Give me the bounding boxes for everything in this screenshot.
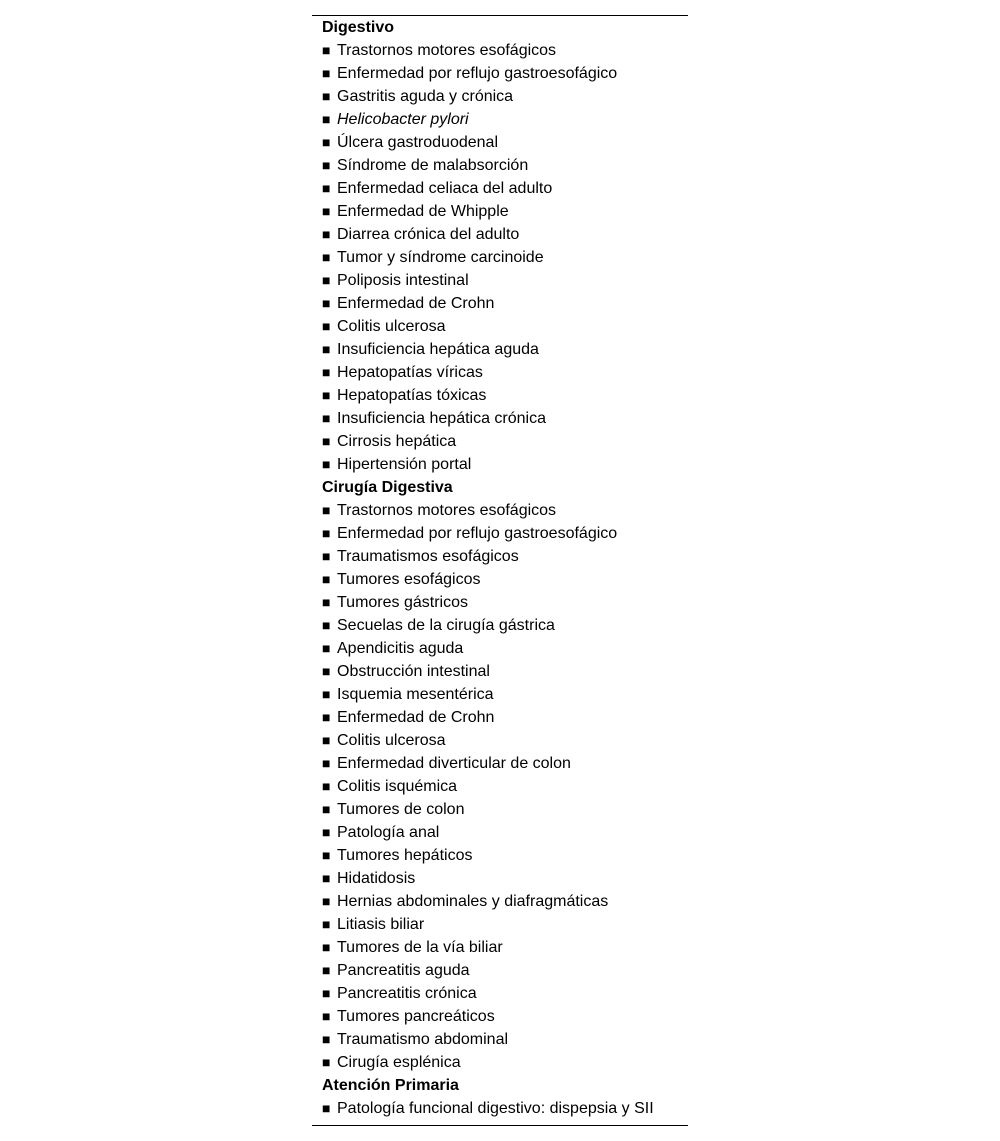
section-title: Digestivo bbox=[322, 19, 395, 36]
list-item bbox=[322, 660, 688, 683]
list-item bbox=[322, 1097, 688, 1120]
square-bullet-icon: ■ bbox=[322, 962, 331, 978]
list-item bbox=[322, 591, 688, 614]
list-item-label: Isquemia mesentérica bbox=[337, 686, 494, 703]
square-bullet-icon: ■ bbox=[322, 686, 331, 702]
list-item-label: Enfermedad por reflujo gastroesofágico bbox=[337, 65, 618, 82]
list-item-label: Patología anal bbox=[337, 824, 440, 841]
list-item bbox=[322, 522, 688, 545]
square-bullet-icon: ■ bbox=[322, 1054, 331, 1070]
square-bullet-icon: ■ bbox=[322, 134, 331, 150]
square-bullet-icon: ■ bbox=[322, 755, 331, 771]
list-item bbox=[322, 131, 688, 154]
list-item-label: Patología funcional digestivo: dispepsia y SII bbox=[337, 1100, 654, 1117]
square-bullet-icon: ■ bbox=[322, 1100, 331, 1116]
list-item bbox=[322, 292, 688, 315]
list-item-label: Pancreatitis crónica bbox=[337, 985, 477, 1002]
list-item bbox=[322, 1028, 688, 1051]
square-bullet-icon: ■ bbox=[322, 778, 331, 794]
list-item-label: Tumores gástricos bbox=[337, 594, 468, 611]
square-bullet-icon: ■ bbox=[322, 939, 331, 955]
list-item-label: Obstrucción intestinal bbox=[337, 663, 490, 680]
list-item-label: Hidatidosis bbox=[337, 870, 416, 887]
square-bullet-icon: ■ bbox=[322, 916, 331, 932]
list-item bbox=[322, 200, 688, 223]
square-bullet-icon: ■ bbox=[322, 387, 331, 403]
list-item-label: Litiasis biliar bbox=[337, 916, 425, 933]
list-item bbox=[322, 499, 688, 522]
square-bullet-icon: ■ bbox=[322, 663, 331, 679]
square-bullet-icon: ■ bbox=[322, 272, 331, 288]
list-item bbox=[322, 1005, 688, 1028]
list-item-label: Tumor y síndrome carcinoide bbox=[337, 249, 544, 266]
list-item-label: Tumores pancreáticos bbox=[337, 1008, 495, 1025]
square-bullet-icon: ■ bbox=[322, 42, 331, 58]
list-item bbox=[322, 913, 688, 936]
square-bullet-icon: ■ bbox=[322, 226, 331, 242]
square-bullet-icon: ■ bbox=[322, 203, 331, 219]
square-bullet-icon: ■ bbox=[322, 88, 331, 104]
square-bullet-icon: ■ bbox=[322, 65, 331, 81]
list-item-label: Enfermedad por reflujo gastroesofágico bbox=[337, 525, 618, 542]
list-item bbox=[322, 39, 688, 62]
list-item bbox=[322, 154, 688, 177]
square-bullet-icon: ■ bbox=[322, 870, 331, 886]
list-item-label: Síndrome de malabsorción bbox=[337, 157, 529, 174]
list-item-label: Insuficiencia hepática aguda bbox=[337, 341, 539, 358]
list-item-label: Apendicitis aguda bbox=[337, 640, 464, 657]
square-bullet-icon: ■ bbox=[322, 456, 331, 472]
square-bullet-icon: ■ bbox=[322, 525, 331, 541]
list-item bbox=[322, 844, 688, 867]
list-item-label: Poliposis intestinal bbox=[337, 272, 469, 289]
square-bullet-icon: ■ bbox=[322, 1008, 331, 1024]
section-title: Cirugía Digestiva bbox=[322, 479, 453, 496]
list-item-label: Trastornos motores esofágicos bbox=[337, 42, 557, 59]
list-item bbox=[322, 1051, 688, 1074]
list-item bbox=[322, 269, 688, 292]
list-item-label: Hernias abdominales y diafragmáticas bbox=[337, 893, 609, 910]
list-item bbox=[322, 729, 688, 752]
list-item-label: Colitis isquémica bbox=[337, 778, 458, 795]
square-bullet-icon: ■ bbox=[322, 709, 331, 725]
square-bullet-icon: ■ bbox=[322, 180, 331, 196]
square-bullet-icon: ■ bbox=[322, 111, 331, 127]
list-item-label: Enfermedad de Crohn bbox=[337, 295, 495, 312]
list-item-label: Pancreatitis aguda bbox=[337, 962, 470, 979]
square-bullet-icon: ■ bbox=[322, 548, 331, 564]
list-item-label: Diarrea crónica del adulto bbox=[337, 226, 520, 243]
list-item bbox=[322, 936, 688, 959]
list-item bbox=[322, 108, 688, 131]
square-bullet-icon: ■ bbox=[322, 157, 331, 173]
list-item bbox=[322, 821, 688, 844]
list-item-label: Colitis ulcerosa bbox=[337, 318, 446, 335]
list-item bbox=[322, 223, 688, 246]
square-bullet-icon: ■ bbox=[322, 433, 331, 449]
list-item bbox=[322, 361, 688, 384]
list-item-label: Enfermedad de Crohn bbox=[337, 709, 495, 726]
list-item bbox=[322, 315, 688, 338]
list-item bbox=[322, 798, 688, 821]
square-bullet-icon: ■ bbox=[322, 824, 331, 840]
list-item-label: Cirugía esplénica bbox=[337, 1054, 461, 1071]
list-item-label: Tumores esofágicos bbox=[337, 571, 481, 588]
list-item bbox=[322, 568, 688, 591]
list-item bbox=[322, 752, 688, 775]
list-item-label: Úlcera gastroduodenal bbox=[337, 134, 498, 151]
list-item bbox=[322, 453, 688, 476]
list-item-label: Enfermedad celiaca del adulto bbox=[337, 180, 553, 197]
square-bullet-icon: ■ bbox=[322, 801, 331, 817]
square-bullet-icon: ■ bbox=[322, 502, 331, 518]
square-bullet-icon: ■ bbox=[322, 617, 331, 633]
list-item-label: Traumatismo abdominal bbox=[337, 1031, 509, 1048]
list-item bbox=[322, 246, 688, 269]
list-item bbox=[322, 637, 688, 660]
list-item bbox=[322, 683, 688, 706]
square-bullet-icon: ■ bbox=[322, 985, 331, 1001]
list-item bbox=[322, 959, 688, 982]
square-bullet-icon: ■ bbox=[322, 295, 331, 311]
list-item-label: Hepatopatías tóxicas bbox=[337, 387, 487, 404]
list-item bbox=[322, 407, 688, 430]
list-item-label: Colitis ulcerosa bbox=[337, 732, 446, 749]
list-item-label: Enfermedad de Whipple bbox=[337, 203, 509, 220]
list-item bbox=[322, 614, 688, 637]
list-item bbox=[322, 85, 688, 108]
list-item bbox=[322, 338, 688, 361]
list-item-label: Enfermedad diverticular de colon bbox=[337, 755, 571, 772]
list-item bbox=[322, 867, 688, 890]
list-item bbox=[322, 706, 688, 729]
square-bullet-icon: ■ bbox=[322, 1031, 331, 1047]
square-bullet-icon: ■ bbox=[322, 732, 331, 748]
list-item bbox=[322, 430, 688, 453]
square-bullet-icon: ■ bbox=[322, 249, 331, 265]
list-item-label: Traumatismos esofágicos bbox=[337, 548, 519, 565]
square-bullet-icon: ■ bbox=[322, 318, 331, 334]
section-title: Atención Primaria bbox=[322, 1077, 459, 1094]
list-item bbox=[322, 775, 688, 798]
list-item bbox=[322, 177, 688, 200]
list-item-label: Hepatopatías víricas bbox=[337, 364, 483, 381]
square-bullet-icon: ■ bbox=[322, 364, 331, 380]
list-item-label: Helicobacter pylori bbox=[337, 111, 469, 128]
topics-table bbox=[312, 15, 688, 1126]
list-item bbox=[322, 890, 688, 913]
list-item bbox=[322, 545, 688, 568]
list-item bbox=[322, 62, 688, 85]
list-item bbox=[322, 982, 688, 1005]
square-bullet-icon: ■ bbox=[322, 594, 331, 610]
square-bullet-icon: ■ bbox=[322, 847, 331, 863]
list-item-label: Hipertensión portal bbox=[337, 456, 472, 473]
list-item-label: Insuficiencia hepática crónica bbox=[337, 410, 547, 427]
list-item-label: Gastritis aguda y crónica bbox=[337, 88, 514, 105]
square-bullet-icon: ■ bbox=[322, 640, 331, 656]
square-bullet-icon: ■ bbox=[322, 410, 331, 426]
list-item-label: Cirrosis hepática bbox=[337, 433, 457, 450]
list-item bbox=[322, 384, 688, 407]
square-bullet-icon: ■ bbox=[322, 893, 331, 909]
square-bullet-icon: ■ bbox=[322, 571, 331, 587]
list-item-label: Tumores de colon bbox=[337, 801, 465, 818]
list-item-label: Trastornos motores esofágicos bbox=[337, 502, 557, 519]
topics-list bbox=[322, 16, 688, 1120]
list-item-label: Tumores hepáticos bbox=[337, 847, 473, 864]
square-bullet-icon: ■ bbox=[322, 341, 331, 357]
list-item-label: Secuelas de la cirugía gástrica bbox=[337, 617, 555, 634]
list-item-label: Tumores de la vía biliar bbox=[337, 939, 503, 956]
